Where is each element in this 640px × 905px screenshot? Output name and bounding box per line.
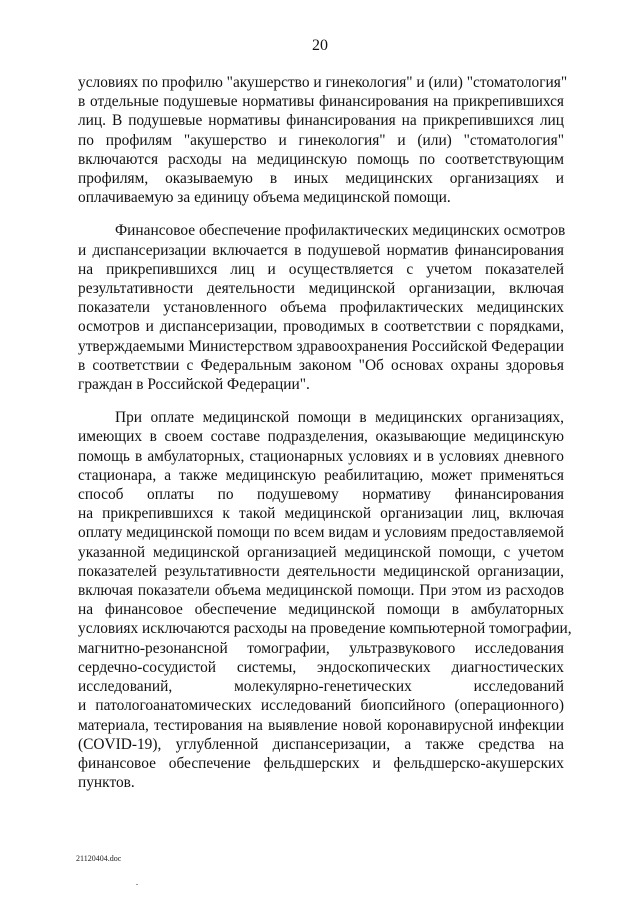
- text-line: граждан в Российской Федерации".: [78, 376, 310, 394]
- text-line: на прикрепившихся лиц и осуществляется с учетом показателей: [78, 260, 564, 278]
- footer-filename: 21120404.doc: [76, 854, 122, 863]
- text-line: условиях исключаются расходы на проведение компьютерной томографии,: [78, 620, 572, 638]
- text-line: условиях по профилю "акушерство и гинекология" и (или) "стоматология": [78, 74, 568, 91]
- text-line: в отдельные подушевые нормативы финансирования на прикрепившихся: [78, 93, 564, 111]
- text-line: осмотров и диспансеризации, проводимых в соответствии с порядками,: [78, 318, 564, 336]
- text-line: в соответствии с Федеральным законом "Об основах охраны здоровья: [78, 356, 564, 374]
- text-line: помощь в амбулаторных, стационарных условиях и в условиях дневного: [78, 447, 564, 465]
- text-line: сердечно-сосудистой системы, эндоскопических диагностических: [78, 658, 564, 676]
- text-line: финансовое обеспечение фельдшерских и фельдшерско-акушерских: [78, 754, 564, 772]
- text-line: лиц. В подушевые нормативы финансирования на прикрепившихся лиц: [78, 112, 564, 130]
- text-line: указанной медицинской организацией медицинской помощи, с учетом: [78, 543, 564, 561]
- paragraph-3: [78, 408, 572, 792]
- text-line: и патологоанатомических исследований биопсийного (операционного): [78, 697, 564, 715]
- text-line: показатели установленного объема профилактических медицинских: [78, 299, 564, 317]
- text-line: пунктов.: [78, 774, 135, 792]
- text-line: включаются расходы на медицинскую помощь по соответствующим: [78, 150, 564, 168]
- text-line: утверждаемыми Министерством здравоохранения Российской Федерации: [78, 337, 564, 355]
- text-line: При оплате медицинской помощи в медицинских организациях,: [115, 409, 564, 427]
- text-line: результативности деятельности медицинской организации, включая: [78, 280, 564, 298]
- text-line: стационара, а также медицинскую реабилитацию, может применяться: [78, 466, 564, 484]
- text-line: показателей результативности деятельности медицинской организации,: [78, 562, 564, 580]
- text-line: оплачиваемую за единицу объема медицинской помощи.: [78, 189, 451, 207]
- text-line: Финансовое обеспечение профилактических медицинских осмотров: [115, 222, 566, 240]
- document-body: [78, 73, 572, 792]
- text-line: по профилям "акушерство и гинекология" и (или) "стоматология": [78, 131, 564, 149]
- text-line: магнитно-резонансной томографии, ультразвукового исследования: [78, 639, 564, 657]
- text-line: исследований, молекулярно-генетических исследований: [78, 678, 564, 696]
- text-line: на финансовое обеспечение медицинской помощи в амбулаторных: [78, 601, 564, 619]
- text-line: оплату медицинской помощи по всем видам и условиям предоставляемой: [78, 524, 564, 542]
- text-line: имеющих в своем составе подразделения, оказывающие медицинскую: [78, 428, 564, 446]
- text-line: профилям, оказываемую в иных медицинских организациях и: [78, 170, 564, 188]
- paragraph-1: [78, 73, 568, 207]
- paragraph-2: [78, 221, 564, 394]
- text-line: на прикрепившихся к такой медицинской организации лиц, включая: [78, 505, 564, 523]
- text-line: включая показатели объема медицинской помощи. При этом из расходов: [78, 582, 564, 600]
- text-line: материала, тестирования на выявление новой коронавирусной инфекции: [78, 716, 564, 734]
- text-line: и диспансеризации включается в подушевой норматив финансирования: [78, 241, 564, 259]
- text-line: (COVID-19), углубленной диспансеризации, а также средства на: [78, 735, 564, 753]
- scan-speck: [136, 884, 138, 885]
- text-line: способ оплаты по подушевому нормативу финансирования: [78, 486, 564, 504]
- page-number: 20: [312, 37, 328, 54]
